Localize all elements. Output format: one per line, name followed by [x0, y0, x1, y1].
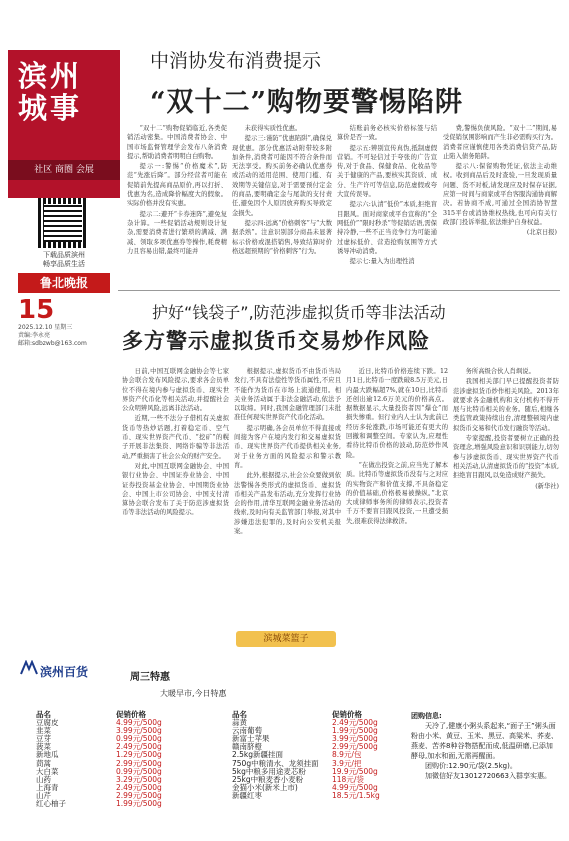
article1-column-4 — [443, 124, 557, 239]
newspaper-logo: 鲁北晚报 — [18, 273, 110, 293]
article2-column-4 — [453, 367, 559, 492]
item-price: 0.99元/500g — [116, 734, 162, 744]
item-name: 新富士苹果 — [232, 734, 270, 744]
item-price: 3.29元/500g — [116, 774, 162, 784]
item-name: 新疆红枣 — [232, 790, 262, 800]
qr-label-line-1: 下载品质滨州 — [43, 251, 85, 259]
table-row — [232, 792, 412, 800]
item-name: 750g中粮清水、龙须挂面 — [232, 758, 319, 768]
article-paragraph: “在做出投资之前,应当先了解本质。比特币等虚拟货币没有与之对应的实物资产和价值支撑,不具备稳定的价值基础,价格极易被操纵。”北京大成律师事务所的律师表示,投资者千万不要盲目跟风投资,一旦遭受损失,很难获得法律救济。 — [346, 461, 448, 525]
article-paragraph: 提示明确,各会员单位不得直接或间接为客户在境内发行和交易虚拟货币、现实世界资产代币提供相关业务,对于业务方面的风险提示和警示教育。 — [234, 424, 341, 469]
article-paragraph: 提示七:量入为出理性消 — [349, 258, 415, 266]
ad-banner: 滨城菜篮子 — [236, 631, 336, 647]
article2-column-3 — [346, 367, 448, 527]
item-price: 2.99元/500g — [332, 742, 378, 752]
qr-code — [38, 198, 88, 248]
item-name: 蒜黄 — [232, 718, 247, 728]
article-paragraph: 务所高级合伙人肖飒说。 — [465, 368, 535, 375]
ad-subheading: 大暖早市,今日特惠 — [160, 689, 227, 698]
item-price: 1.99元/500g — [332, 726, 378, 736]
item-price: 2.99元/500g — [116, 758, 162, 768]
header-price: 促销价格 — [332, 710, 362, 719]
item-name: 山药 — [36, 774, 51, 784]
item-price: 19.9元/500g — [332, 766, 378, 776]
table-row — [36, 800, 226, 808]
item-price: 1.99元/500g — [116, 799, 162, 809]
article1-column-1 — [127, 124, 227, 257]
item-name: 豆芽 — [36, 734, 51, 744]
item-name: 上海青 — [36, 782, 59, 792]
issue-date: 2025.12.10 星期三 — [18, 324, 73, 331]
article1-column-3 — [337, 124, 437, 267]
qr-label-line-2: 畅享品质生活 — [43, 260, 85, 268]
item-price: 3.9元/把 — [332, 758, 362, 768]
item-name: 红心柚子 — [36, 799, 66, 809]
page-meta — [18, 324, 87, 348]
article-paragraph: 提示六:认清“低价”本质,拒绝盲目跟风。面对商家或平台宣称的“全网低价”“限时秒杀”等促销话语,需保持冷静,一些不正当竞争行为可能通过虚标低价、营造抢购氛围等方式诱导冲动消费。 — [337, 201, 437, 255]
price-table-left — [36, 711, 226, 808]
article-paragraph: 对此,中国互联网金融协会、中国银行业协会、中国证券业协会、中国证券投资基金业协会、中国期货业协会、中国上市公司协会、中国支付清算协会联合发布了关于防范涉虚拟货币等非法活动的风险提示。 — [122, 462, 229, 517]
item-name: 金猫小米(新米上市) — [232, 782, 298, 792]
item-name: 2.5kg新疆挂面 — [232, 750, 284, 760]
article2-kicker: 护好“钱袋子”,防范涉虚拟货币等非法活动 — [152, 303, 446, 322]
item-name: 大白菜 — [36, 766, 59, 776]
header-item: 品名 — [36, 710, 51, 719]
header-item: 品名 — [232, 710, 247, 719]
qr-label — [8, 251, 120, 269]
article1-column-2 — [232, 124, 332, 257]
item-name: 茼蒿 — [36, 758, 51, 768]
article-paragraph: 根据提示,虚拟货币不由货币当局发行,不具有法偿性等货币属性,不应且不能作为货币在市场上流通使用。相关业务活动属于非法金融活动,依法予以取缔。同时,我国金融管理部门未批准任何现实世界资产代币化活动。 — [234, 368, 341, 422]
group-buy-price: 团购价:12.90元/袋(2.5kg)。 — [425, 762, 517, 770]
item-price: 2.99元/500g — [116, 790, 162, 800]
group-buy-info — [411, 711, 559, 781]
section-sidebar — [8, 8, 120, 347]
article-paragraph: 近期,一些不法分子借机有关虚拟货币等热炒话题,打着稳定币、空气币、现实世界资产代币、“挖矿”的幌子开展非法集资、网络诈骗等非法活动,严重损害了社会公众的财产安全。 — [122, 415, 229, 460]
article-paragraph: “双十二”购物促销临近,各类促销活动密集。中国消费者协会、中国市场监督管理学会发布八条消费提示,帮助消费者明明白白购物。 — [127, 125, 227, 160]
section-divider — [118, 290, 560, 291]
item-name: 韭菜 — [36, 726, 51, 736]
item-price: 8.9元/包 — [332, 750, 362, 760]
item-price: 0.99元/500g — [116, 766, 162, 776]
article-paragraph: 我国相关部门早已提醒投资者防范涉虚拟货币炒作相关风险。2013年就要求各金融机构和支付机构不得开展与比特币相关的业务。随后,相继各类监管政策持续出台,清理整顿境内虚拟货币交易和代币发行融资等活动。 — [453, 378, 559, 432]
item-name: 山芹 — [36, 790, 51, 800]
article-paragraph: 专家提醒,投资者要树立正确的投资理念,增强风险意识和识别能力,切勿参与涉虚拟货币、现实世界资产代币相关活动,认清虚拟货币的“投资”本质,拒绝盲目跟风,以免造成财产损失。 — [453, 435, 559, 480]
page-number: 15 — [18, 295, 55, 325]
item-name: 25kg中粮麦香小麦粉 — [232, 774, 304, 784]
item-price: 3.99元/500g — [332, 734, 378, 744]
header-price: 促销价格 — [116, 710, 146, 719]
article-paragraph: 提示八:保留购物凭证,依法主动维权。收到商品后及时查验,一旦发现质量问题、货不对板,请发现应及时保存证据,应第一时间与商家或平台客服沟通协商解决。若协商不成,可通过全国消协智慧315平台或消协维权热线,也可向有关行政部门投诉举报,依法维护自身权益。 — [443, 163, 557, 226]
item-name: 云南葡萄 — [232, 726, 262, 736]
editor-email: 邮箱:sdbzwb@163.com — [18, 340, 87, 347]
article-paragraph: 提示三:谨防“优惠陷阱”,确保兑现优惠。部分优惠活动附带较多附加条件,消费者可能因不符合条件而无法享受。购买前务必确认优惠券或活动的适用范围、使用门槛、有效期等关键信息,对于需要预付定金的商品,要明确定金与尾款的支付责任,避免因个人原因放弃购买导致定金损失。 — [232, 135, 332, 217]
item-price: 4.99元/500g — [332, 782, 378, 792]
article-paragraph: 结账前务必核实价格标签与结算价是否一致。 — [337, 125, 437, 142]
article-paragraph: 提示五:辨别宣传真伪,抵制虚假营销。不可轻信过于夸张的广告宣传,对于食品、保健食品、化妆品等关于健康的产品,要核实其资质、成分、生产许可等信息,防范虚假或夸大宣传误导。 — [337, 144, 437, 199]
article-paragraph: 提示二:避开“卡券迷阵”,避免复杂计算。一些促销活动规则设计复杂,需要消费者进行繁琐的满减、满减、领取多项优惠券等操作,耗费精力且容易出错,最终可能并 — [127, 210, 227, 255]
item-price: 18.5元/1.5kg — [332, 790, 380, 800]
article-source: (北京日报) — [526, 229, 557, 237]
section-subtitle: 社区 商圈 会展 — [8, 160, 120, 180]
ad-heading: 周三特惠 — [130, 672, 170, 683]
article-paragraph: 此外,根据提示,社会公众要做到依法警惕各类形式的虚拟货币、虚拟货币相关产品发布活动,充分发挥行业协会的作用,清华互联网金融业务活动的线索,及时向有关监管部门举报,对其中涉嫌违法犯罪的,及时向公安机关报案。 — [234, 472, 341, 536]
item-price: 4.99元/500g — [116, 718, 162, 728]
item-name: 豆腐皮 — [36, 718, 59, 728]
item-name: 5kg中粮多用途麦芯粉 — [232, 766, 306, 776]
department-store-logo-icon — [20, 660, 38, 676]
item-price: 2.49元/500g — [116, 782, 162, 792]
group-buy-title: 团购信息: — [411, 712, 442, 720]
article-source: (新华社) — [535, 482, 559, 490]
item-price: 2.49元/500g — [332, 718, 378, 728]
article-paragraph: 近日,比特币价格连续下跌。12月1日,比特币一度跌破8.5万美元,日内最大跌幅超7%,就在10日,比特币还创出逾12.6万美元的价格高点。据数据显示,大量投资者因“爆仓”而损失惨重。但行业内人士认为此前已经历多轮涨跌,市场可能还有更大的回撤和调整空间。专家认为,应理性看待比特币价格的波动,防范炒作风险。 — [346, 368, 448, 459]
article1-kicker: 中消协发布消费提示 — [150, 50, 322, 72]
item-price: 3.99元/500g — [116, 726, 162, 736]
article-paragraph: 费,警惕负债风险。“双十二”期间,易受促销氛围影响而产生非必需购买行为。消费者应谨慎使用各类消费信贷产品,防止陷入债务陷阱。 — [443, 125, 557, 160]
section-title: 滨州城事 — [18, 59, 83, 125]
article1-headline: “双十二”购物要警惕陷阱 — [150, 87, 464, 118]
article2-column-2 — [234, 367, 341, 537]
item-price: 118元/袋 — [332, 774, 364, 784]
sidebar-top — [8, 8, 120, 50]
item-name: 赣南脐橙 — [232, 742, 262, 752]
ad-brand: 滨州百货 — [40, 665, 89, 679]
item-name: 菠菜 — [36, 742, 51, 752]
article-paragraph: 提示一:警惕“价格魔术”,防范“先涨后降”。部分经营者可能在促销前先提高商品原价,再以打折、优惠为名,造成降价幅度大的假象。实际价格并没有实惠。 — [127, 163, 227, 208]
price-table-header — [232, 711, 412, 719]
article-paragraph: 提示四:远离“价格刺客”与“大数据杀熟”。注意识别部分商品未显著标示价格或混搭销售,导致结算时价格远超预期的“价格刺客”行为。 — [232, 219, 332, 255]
article2-headline: 多方警示虚拟货币交易炒作风险 — [122, 328, 430, 353]
item-name: 新地瓜 — [36, 750, 59, 760]
editor-name: 责编:李永亮 — [18, 332, 51, 339]
group-buy-body: 天冷了,健康小粥头系起来,“面子王”粥头面粉由小米、黄豆、玉米、黑豆、高粱米、荞麦、燕麦、苦荞8种谷物搭配而成,低温研磨,已添加酵母,加水和面,无需再醒面。 — [411, 722, 558, 760]
item-price: 1.29元/500g — [116, 750, 162, 760]
price-table-right — [232, 711, 412, 800]
article2-column-1 — [122, 367, 229, 519]
group-buy-contact: 加微信好友13012720663入群享实惠。 — [425, 772, 551, 780]
article-paragraph: 日前,中国互联网金融协会等七家协会联合发布风险提示,要求各会员单位不得在境内参与虚拟货币、现实世界资产代币化等相关活动,并提醒社会公众明辨风险,远离非法活动。 — [122, 368, 229, 413]
article-paragraph: 未获得实质性优惠。 — [244, 125, 302, 132]
item-price: 2.49元/500g — [116, 742, 162, 752]
